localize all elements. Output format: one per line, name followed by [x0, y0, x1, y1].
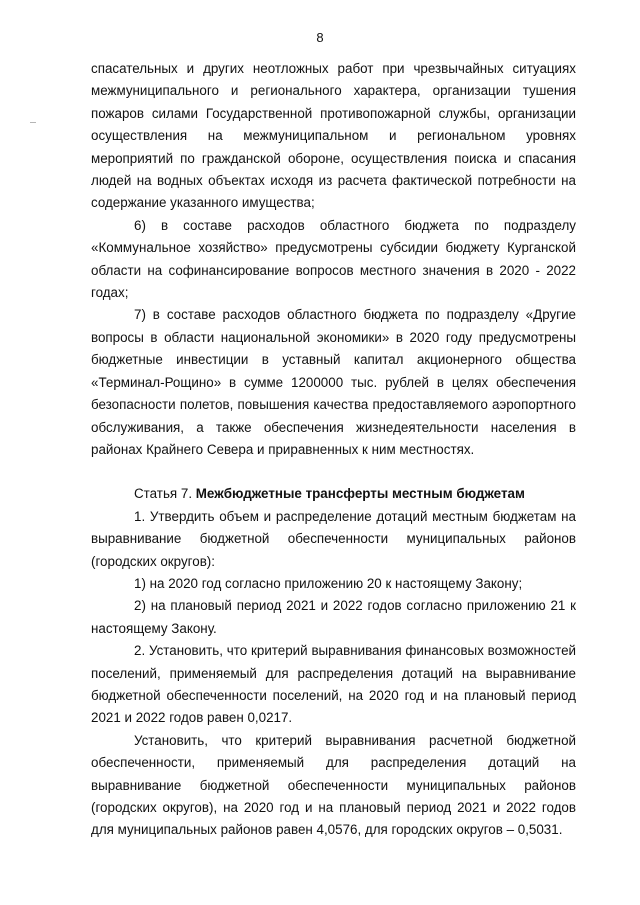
- paragraph-subitem-2: 2) на плановый период 2021 и 2022 годов согласно приложению 21 к настоящему Закону.: [91, 598, 576, 636]
- paragraph-article-7-part-2: 2. Установить, что критерий выравнивания финансовых возможностей поселений, применяемый для распределения дотаций на выравнивание бюджетной обеспеченности поселений, на 2020 год и на плановый период 2021 и 2022 годов равен 0,0217.: [91, 643, 576, 726]
- paragraph-continuation: спасательных и других неотложных работ при чрезвычайных ситуациях межмуниципального и регионального характера, организации тушения пожаров силами Государственной противопожарной службы, организации осуществления на межмуниципальном и региональном уровнях мероприятий по гражданской обороне, осуществления поиска и спасания людей на водных объектах исходя из расчета фактической потребности на содержание указанного имущества;: [91, 61, 576, 211]
- document-body: [91, 58, 576, 842]
- margin-mark: [30, 122, 36, 123]
- article-number: Статья 7.: [134, 486, 196, 502]
- paragraph-criterion: Установить, что критерий выравнивания расчетной бюджетной обеспеченности, применяемый для распределения дотаций на выравнивание бюджетной обеспеченности муниципальных районов (городских округов), на 2020 год и на плановый период 2021 и 2022 годов для муниципальных районов равен 4,0576, для городских округов – 0,5031.: [91, 732, 576, 838]
- paragraph-article-7-part-1: 1. Утвердить объем и распределение дотаций местным бюджетам на выравнивание бюджетной обеспеченности муниципальных районов (городских округов):: [91, 508, 576, 569]
- page-number: 8: [316, 30, 324, 45]
- paragraph-subitem-1: 1) на 2020 год согласно приложению 20 к настоящему Закону;: [134, 575, 523, 591]
- article-heading: [91, 483, 576, 505]
- paragraph-item-7: 7) в составе расходов областного бюджета по подразделу «Другие вопросы в области национальной экономики» в 2020 году предусмотрены бюджетные инвестиции в уставный капитал акционерного общества «Терминал-Рощино» в сумме 1200000 тыс. рублей в целях обеспечения безопасности полетов, повышения качества предоставляемого аэропортного обслуживания, а также обеспечения жизнедеятельности населения в районах Крайнего Севера и приравненных к ним местностях.: [91, 307, 576, 457]
- article-title: Межбюджетные трансферты местным бюджетам: [195, 486, 525, 502]
- paragraph-item-6: 6) в составе расходов областного бюджета по подразделу «Коммунальное хозяйство» предусмотрены субсидии бюджету Курганской области на софинансирование вопросов местного значения в 2020 - 2022 годах;: [91, 217, 576, 301]
